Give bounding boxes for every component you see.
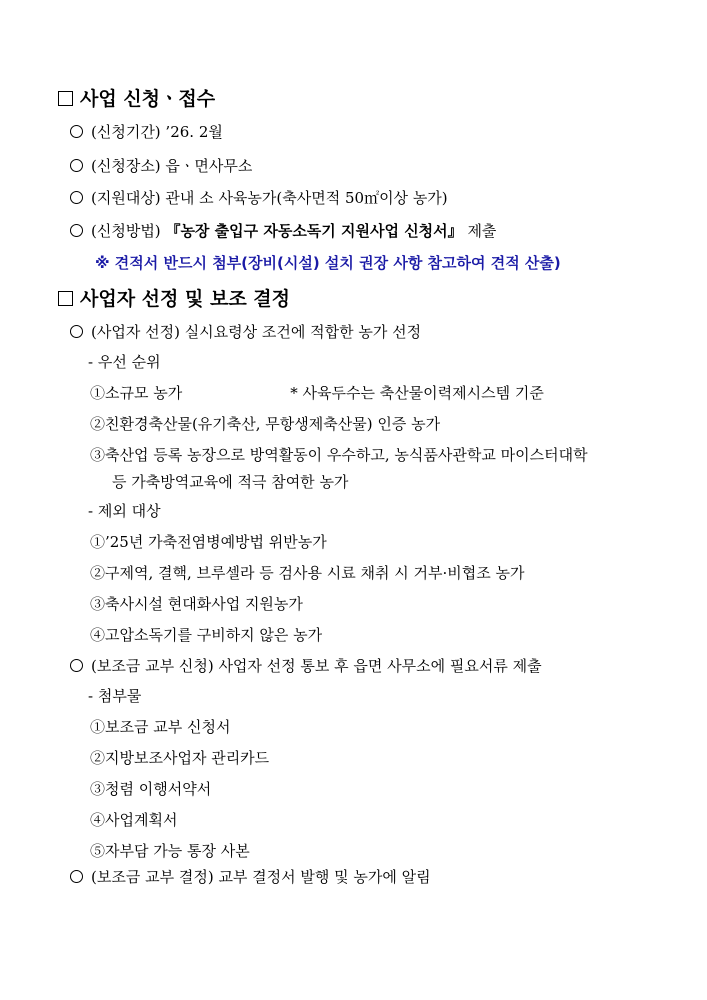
checkbox-square-icon bbox=[58, 291, 73, 306]
priority-item: ②친환경축산물(유기축산, 무항생제축산물) 인증 농가 bbox=[90, 415, 441, 433]
priority-note: * 사육두수는 축산물이력제시스템 기준 bbox=[290, 384, 544, 402]
priority-item: ③축산업 등록 농장으로 방역활동이 우수하고, 농식품사관학교 마이스터대학 bbox=[90, 446, 588, 464]
priority-item: ①소규모 농가 * 사육두수는 축산물이력제시스템 기준 bbox=[90, 384, 544, 402]
circle-bullet-icon bbox=[70, 224, 83, 237]
item-application: (보조금 교부 신청) 사업자 선정 통보 후 읍면 사무소에 필요서류 제출 bbox=[70, 659, 542, 674]
attach-item: ①보조금 교부 신청서 bbox=[90, 718, 231, 736]
checkbox-square-icon bbox=[58, 91, 73, 106]
item-method: (신청방법) 『농장 출입구 자동소독기 지원사업 신청서』 제출 bbox=[70, 224, 496, 239]
attach-item: ③청렴 이행서약서 bbox=[90, 780, 212, 798]
section-title-application: 사업 신청ㆍ접수 bbox=[58, 90, 215, 109]
circle-bullet-icon bbox=[70, 659, 83, 672]
item-selection: (사업자 선정) 실시요령상 조건에 적합한 농가 선정 bbox=[70, 325, 421, 340]
circle-bullet-icon bbox=[70, 325, 83, 338]
estimate-note: ※ 견적서 반드시 첨부(장비(시설) 설치 권장 사항 참고하여 견적 산출) bbox=[95, 254, 561, 272]
attach-item: ②지방보조사업자 관리카드 bbox=[90, 749, 270, 767]
exclude-item: ②구제역, 결핵, 브루셀라 등 검사용 시료 채취 시 거부·비협조 농가 bbox=[90, 564, 525, 582]
circle-bullet-icon bbox=[70, 159, 83, 172]
attach-label: - 첨부물 bbox=[88, 687, 142, 705]
item-decision: (보조금 교부 결정) 교부 결정서 발행 및 농가에 알림 bbox=[70, 870, 431, 885]
section-title-selection: 사업자 선정 및 보조 결정 bbox=[58, 290, 290, 309]
exclude-item: ①’25년 가축전염병예방법 위반농가 bbox=[90, 533, 327, 551]
priority-label: - 우선 순위 bbox=[88, 353, 161, 371]
circle-bullet-icon bbox=[70, 191, 83, 204]
exclude-item: ④고압소독기를 구비하지 않은 농가 bbox=[90, 626, 323, 644]
item-place: (신청장소) 읍ㆍ면사무소 bbox=[70, 159, 252, 174]
circle-bullet-icon bbox=[70, 125, 83, 138]
item-target: (지원대상) 관내 소 사육농가(축사면적 50㎡이상 농가) bbox=[70, 191, 448, 206]
exclude-label: - 제외 대상 bbox=[88, 502, 161, 520]
exclude-item: ③축사시설 현대화사업 지원농가 bbox=[90, 595, 303, 613]
attach-item: ④사업계획서 bbox=[90, 811, 178, 829]
attach-item: ⑤자부담 가능 통장 사본 bbox=[90, 842, 250, 860]
item-period: (신청기간) ’26. 2월 bbox=[70, 125, 223, 140]
circle-bullet-icon bbox=[70, 870, 83, 883]
priority-item-continued: 등 가축방역교육에 적극 참여한 농가 bbox=[112, 473, 349, 491]
